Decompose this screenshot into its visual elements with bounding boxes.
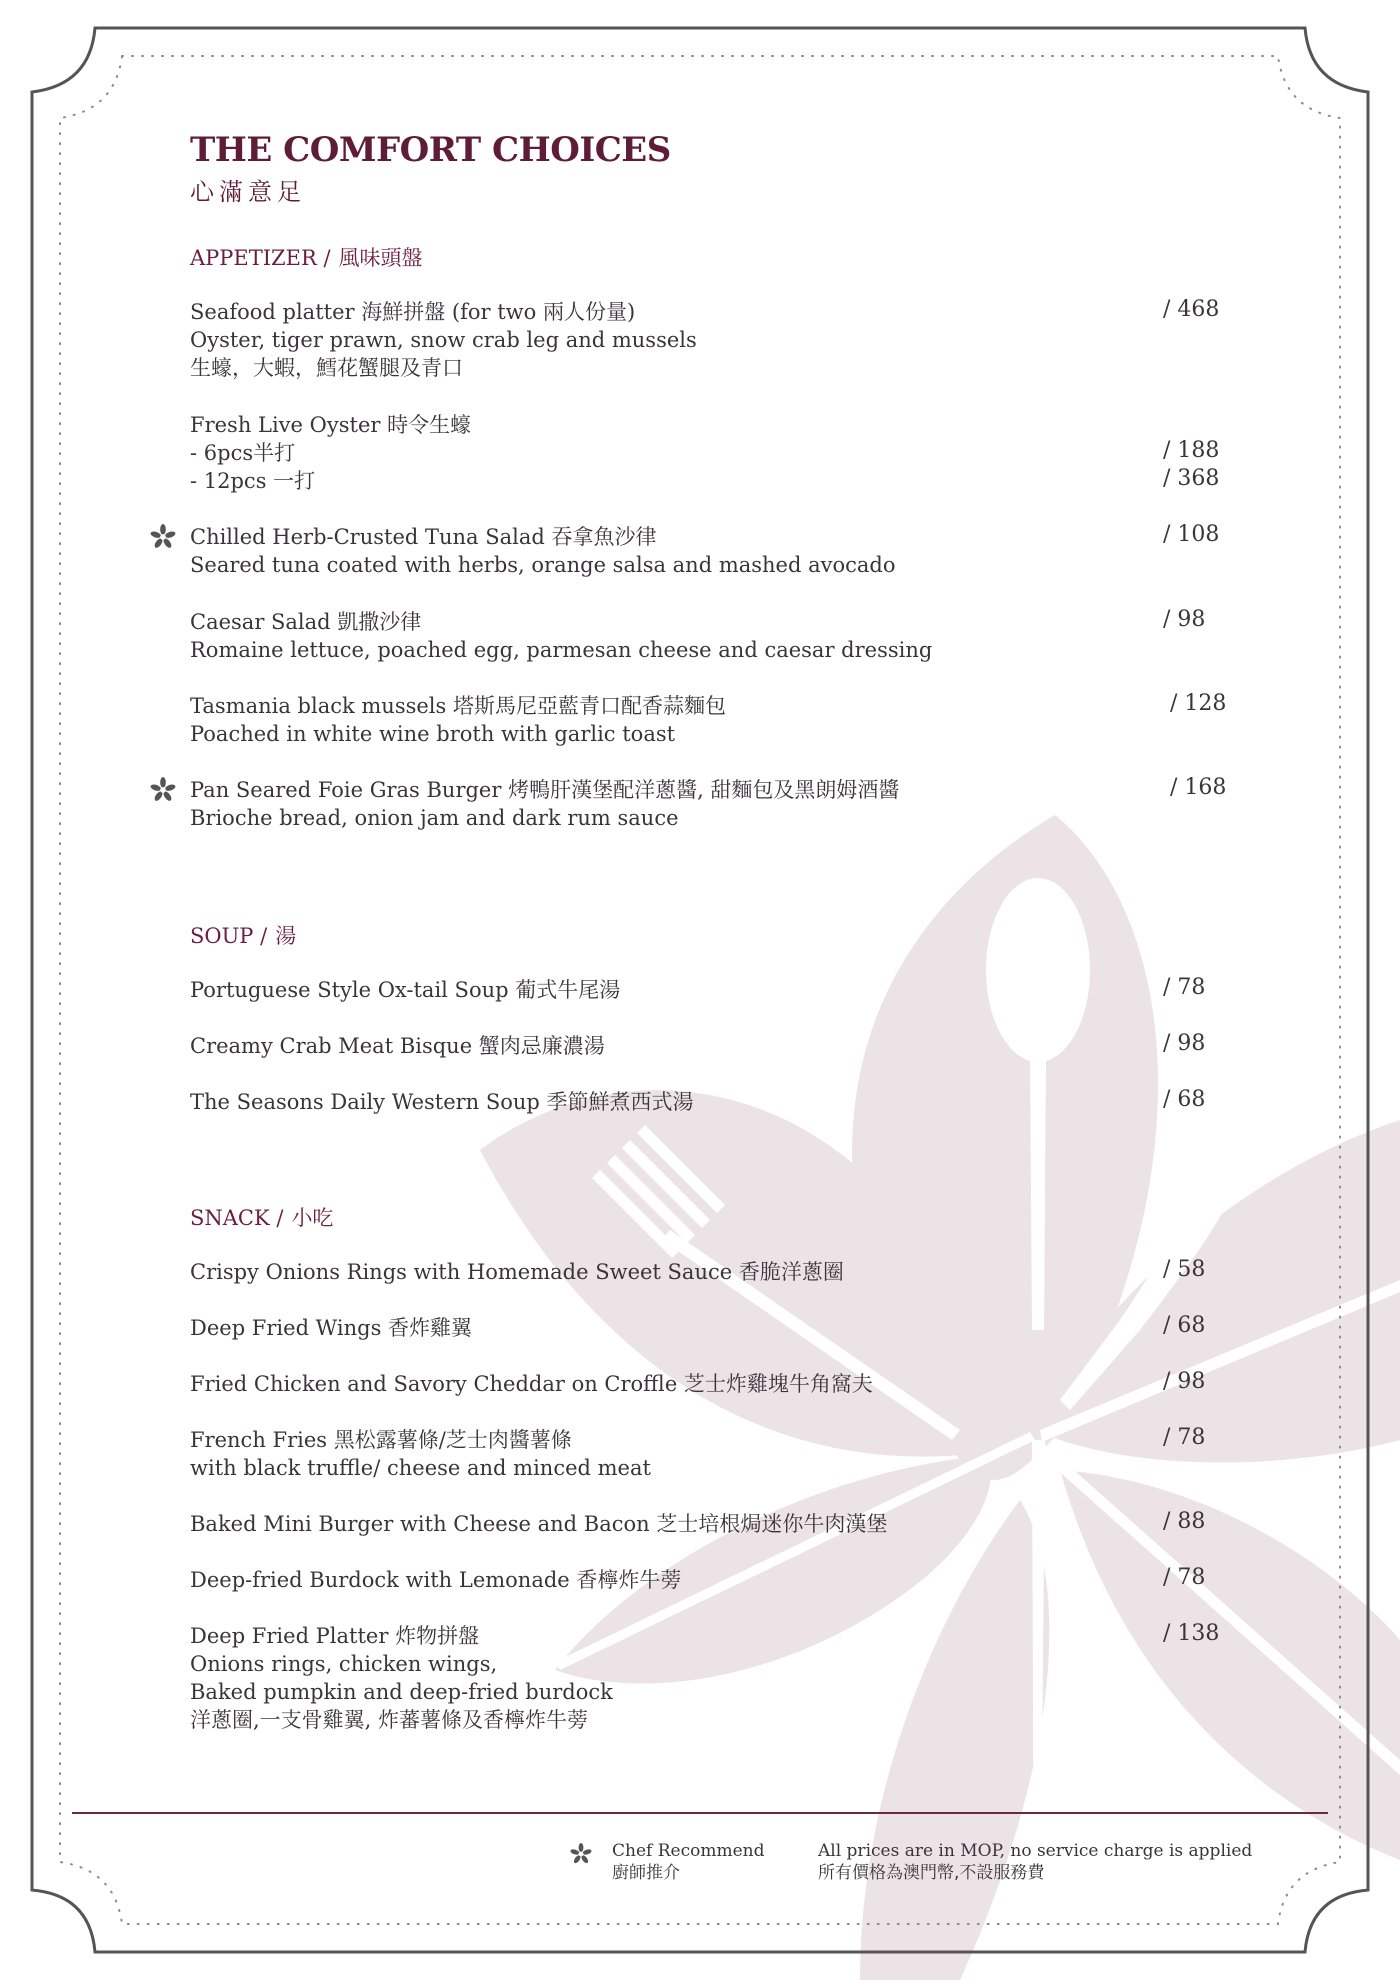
menu-item bbox=[190, 298, 1220, 382]
menu-item bbox=[190, 1314, 1220, 1342]
menu-item-price: / 138 bbox=[1163, 1621, 1220, 1646]
price-note bbox=[818, 1840, 1252, 1884]
chef-recommend-label: Chef Recommend bbox=[612, 1841, 765, 1861]
menu-item-price: / 108 bbox=[1163, 522, 1220, 547]
menu-item-description: Brioche bread, onion jam and dark rum sauce bbox=[190, 806, 679, 830]
menu-item-price: / 78 bbox=[1163, 1425, 1206, 1450]
menu-item bbox=[190, 608, 1220, 664]
menu-item bbox=[190, 692, 1220, 748]
menu-item-name: Deep Fried Wings 香炸雞翼 bbox=[190, 1316, 473, 1340]
menu-item bbox=[190, 411, 1220, 495]
page-subtitle: 心滿意足 bbox=[190, 178, 306, 206]
menu-item-name: Caesar Salad 凱撒沙律 bbox=[190, 610, 422, 634]
section-heading-zh: 小吃 bbox=[291, 1206, 334, 1230]
menu-item-price: / 68 bbox=[1163, 1087, 1206, 1112]
menu-item-description: Romaine lettuce, poached egg, parmesan cheese and caesar dressing bbox=[190, 638, 933, 662]
menu-item bbox=[190, 1088, 1220, 1116]
menu-item-description: Seared tuna coated with herbs, orange salsa and mashed avocado bbox=[190, 553, 896, 577]
menu-item-description: 洋蔥圈,一支骨雞翼, 炸蕃薯條及香檸炸牛蒡 bbox=[190, 1708, 589, 1732]
menu-item-description: 生蠔，大蝦，鱈花蟹腿及青口 bbox=[190, 356, 463, 380]
menu-item-name: Deep-fried Burdock with Lemonade 香檸炸牛蒡 bbox=[190, 1568, 682, 1592]
section-heading-en: SNACK / bbox=[190, 1206, 284, 1230]
menu-item-name: The Seasons Daily Western Soup 季節鮮煮西式湯 bbox=[190, 1090, 694, 1114]
flower-star-icon bbox=[150, 524, 176, 550]
menu-item bbox=[190, 523, 1220, 579]
menu-item-description: Onions rings, chicken wings, bbox=[190, 1652, 498, 1676]
menu-item-price: / 168 bbox=[1170, 775, 1227, 800]
menu-item-price: / 368 bbox=[1163, 466, 1220, 491]
menu-item-price: / 58 bbox=[1163, 1257, 1206, 1282]
menu-item-name: Pan Seared Foie Gras Burger 烤鴨肝漢堡配洋蔥醬, 甜麵包及黑朗姆酒醬 bbox=[190, 778, 900, 802]
menu-item-name: Creamy Crab Meat Bisque 蟹肉忌廉濃湯 bbox=[190, 1034, 605, 1058]
menu-item bbox=[190, 1622, 1220, 1734]
menu-item-name: Deep Fried Platter 炸物拼盤 bbox=[190, 1624, 480, 1648]
menu-item bbox=[190, 1510, 1220, 1538]
menu-item-price: / 98 bbox=[1163, 1031, 1206, 1056]
menu-item-price: / 98 bbox=[1163, 1369, 1206, 1394]
menu-item-description: Baked pumpkin and deep-fried burdock bbox=[190, 1680, 613, 1704]
menu-item-description: with black truffle/ cheese and minced meat bbox=[190, 1456, 651, 1480]
menu-item-name: Fried Chicken and Savory Cheddar on Croffle 芝士炸雞塊牛角窩夫 bbox=[190, 1372, 873, 1396]
section-heading bbox=[190, 242, 423, 272]
menu-item bbox=[190, 976, 1220, 1004]
section-heading bbox=[190, 1202, 333, 1232]
chef-recommend-label-zh: 廚師推介 bbox=[612, 1863, 680, 1883]
menu-item-price: / 128 bbox=[1170, 691, 1227, 716]
menu-item-name: Fresh Live Oyster 時令生蠔 bbox=[190, 413, 472, 437]
menu-item-price: / 78 bbox=[1163, 1565, 1206, 1590]
menu-item-description: - 12pcs 一打 bbox=[190, 469, 316, 493]
menu-item-description: - 6pcs半打 bbox=[190, 441, 296, 465]
menu-item bbox=[190, 1426, 1220, 1482]
menu-item-description: Oyster, tiger prawn, snow crab leg and mussels bbox=[190, 328, 697, 352]
section-heading bbox=[190, 920, 296, 950]
menu-item-price: / 188 bbox=[1163, 438, 1220, 463]
menu-item-name: Baked Mini Burger with Cheese and Bacon 芝士培根焗迷你牛肉漢堡 bbox=[190, 1512, 888, 1536]
flower-star-icon bbox=[150, 777, 176, 803]
menu-item-price: / 468 bbox=[1163, 297, 1220, 322]
section-heading-zh: 湯 bbox=[275, 924, 297, 948]
menu-item-description: Poached in white wine broth with garlic toast bbox=[190, 722, 676, 746]
menu-item-name: Chilled Herb-Crusted Tuna Salad 吞拿魚沙律 bbox=[190, 525, 657, 549]
price-note-text: All prices are in MOP, no service charge is applied bbox=[818, 1841, 1253, 1861]
section-heading-zh: 風味頭盤 bbox=[338, 246, 423, 270]
menu-item-price: / 68 bbox=[1163, 1313, 1206, 1338]
menu-item bbox=[190, 1032, 1220, 1060]
page-title: THE COMFORT CHOICES bbox=[190, 130, 671, 170]
menu-item-name: Crispy Onions Rings with Homemade Sweet Sauce 香脆洋蔥圈 bbox=[190, 1260, 844, 1284]
chef-recommend-legend bbox=[612, 1840, 764, 1884]
section-heading-en: SOUP / bbox=[190, 924, 268, 948]
price-note-text-zh: 所有價格為澳門幣,不設服務費 bbox=[818, 1863, 1045, 1883]
menu-item-price: / 88 bbox=[1163, 1509, 1206, 1534]
menu-item-name: Portuguese Style Ox-tail Soup 葡式牛尾湯 bbox=[190, 978, 621, 1002]
menu-item-name: French Fries 黑松露薯條/芝士肉醬薯條 bbox=[190, 1428, 572, 1452]
menu-item bbox=[190, 1370, 1220, 1398]
menu-item bbox=[190, 1258, 1220, 1286]
flower-star-icon bbox=[570, 1843, 592, 1865]
menu-item bbox=[190, 776, 1220, 832]
section-heading-en: APPETIZER / bbox=[190, 246, 331, 270]
footer-divider bbox=[72, 1812, 1328, 1814]
menu-item-price: / 98 bbox=[1163, 607, 1206, 632]
menu-item-name: Tasmania black mussels 塔斯馬尼亞藍青口配香蒜麵包 bbox=[190, 694, 726, 718]
menu-item-price: / 78 bbox=[1163, 975, 1206, 1000]
menu-item-name: Seafood platter 海鮮拼盤 (for two 兩人份量) bbox=[190, 300, 636, 324]
menu-item bbox=[190, 1566, 1220, 1594]
